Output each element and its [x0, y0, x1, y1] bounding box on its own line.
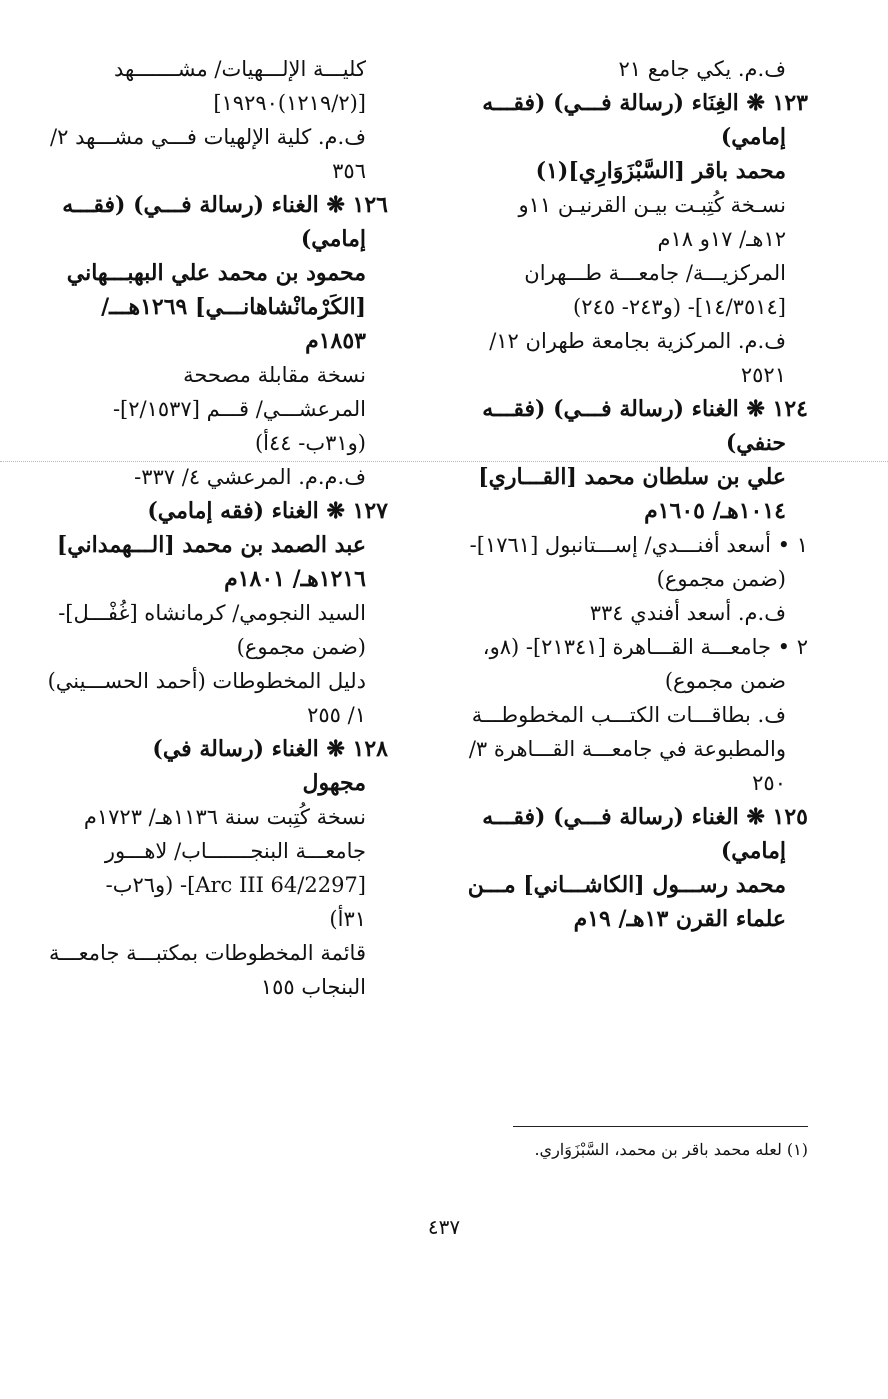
entry-heading-line: علماء القرن ١٣هـ/ ١٩م — [573, 906, 786, 932]
entry-heading-line: محمد باقر [السَّبْزَوَارِي](١) — [535, 158, 786, 184]
entry-text-line: نسخة مقابلة مصححة — [183, 363, 366, 387]
entry-heading-line: ١٢٤ ❋ الغناء (رسالة فـــي) (فقـــه — [482, 396, 808, 422]
entry-heading-line: ١٢٥ ❋ الغناء (رسالة فـــي) (فقـــه — [482, 804, 808, 830]
entry-heading-line: ١٨٥٣م — [305, 328, 366, 354]
entry-text-line: (ضمن مجموع) — [656, 567, 786, 591]
entry-text-line: ١/ ٢٥٥ — [307, 703, 366, 727]
entry-text-line: ف.م. يكي جامع ٢١ — [618, 57, 786, 81]
entry-heading-line: ١٢٦ ❋ الغناء (رسالة فـــي) (فقـــه — [62, 192, 388, 218]
entry-heading-line: ١٢٨ ❋ الغناء (رسالة في) — [152, 736, 388, 762]
entry-heading-line: إمامي) — [300, 226, 366, 252]
entry-text-line: (و٣١ب- ٤٤أ) — [254, 431, 366, 455]
entry-heading-line: علي بن سلطان محمد [القـــاري] — [478, 464, 786, 490]
entry-heading-line: ١٢٣ ❋ الغِنَاء (رسالة فـــي) (فقـــه — [482, 90, 808, 116]
entry-text-line: ف.م.م. المرعشي ٤/ ٣٣٧- — [134, 465, 366, 489]
entry-text-line: ٢٥٢١ — [740, 363, 786, 387]
page-number: ٤٣٧ — [427, 1215, 461, 1239]
entry-text-line: قائمة المخطوطات بمكتبـــة جامعـــة — [48, 941, 366, 965]
entry-heading-line: مجهول — [302, 770, 366, 796]
footnote-divider — [513, 1126, 808, 1127]
left-column — [47, 52, 388, 1004]
entry-text-line: ف.م. أسعد أفندي ٣٣٤ — [589, 601, 786, 625]
entry-text-line: ٢ • جامعـــة القـــاهرة [٢١٣٤١]- (٨و، — [482, 635, 808, 659]
entry-heading-line: إمامي) — [720, 124, 786, 150]
entry-text-line: نسـخة كُتِبـت بيـن القرنيـن ١١و — [518, 193, 786, 217]
entry-heading-line: ١٠١٤هـ/ ١٦٠٥م — [644, 498, 786, 524]
entry-text-line: ٢٥٠ — [752, 771, 786, 795]
entry-text-line: كليـــة الإلـــهيات/ مشـــــــهد — [113, 57, 366, 81]
entry-heading-line: محمود بن محمد علي البهبـــهاني — [66, 260, 366, 286]
entry-heading-line: محمد رســـول [الكاشـــاني] مـــن — [467, 872, 786, 898]
entry-text-line: ٣٥٦ — [332, 159, 366, 183]
entry-heading-line: عبد الصمد بن محمد [الـــهمداني] — [56, 532, 366, 558]
entry-heading-line: إمامي) — [720, 838, 786, 864]
right-column — [467, 52, 808, 936]
entry-text-line: دليل المخطوطات (أحمد الحســـيني) — [47, 669, 366, 693]
entry-text-line: المركزيـــة/ جامعـــة طـــهران — [524, 261, 786, 285]
entry-text-line: [١٤/٣٥١٤]- (و٢٤٣- ٢٤٥) — [573, 295, 786, 319]
entry-text-line: ضمن مجموع) — [664, 669, 786, 693]
entry-text-line: السيد النجومي/ كرمانشاه [غُفْـــل]- — [58, 601, 366, 625]
entry-text-line: ف.م. المركزية بجامعة طهران ١٢/ — [489, 329, 786, 353]
entry-text-line: جامعـــة البنجـــــــاب/ لاهـــور — [104, 839, 366, 863]
entry-heading-line: ١٢٧ ❋ الغناء (فقه إمامي) — [147, 498, 388, 524]
entry-text-line: ف.م. كلية الإلهيات فـــي مشـــهد ٢/ — [50, 125, 366, 149]
entry-text-line: ١٢هـ/ ١٧و ١٨م — [657, 227, 786, 251]
entry-text-line: والمطبوعة في جامعـــة القـــاهرة ٣/ — [468, 737, 786, 761]
entry-text-line: ١ • أسعد أفنـــدي/ إســـتانبول [١٧٦١]- — [469, 533, 808, 557]
entry-text-line: [(١٢١٩/٢)١٩٢٩٠] — [213, 91, 366, 115]
entry-heading-line: ١٢١٦هـ/ ١٨٠١م — [224, 566, 366, 592]
entry-text-line: [Arc III 64/2297]- (و٢٦ب- — [105, 873, 366, 897]
entry-text-line: المرعشـــي/ قـــم [٢/١٥٣٧]- — [112, 397, 366, 421]
entry-text-line: (ضمن مجموع) — [236, 635, 366, 659]
entry-text-line: ٣١أ) — [329, 907, 366, 931]
entry-heading-line: حنفي) — [725, 430, 786, 456]
entry-heading-line: [الكَرْمانْشاهانـــي] ١٢٦٩هـــ/ — [101, 294, 366, 320]
entry-text-line: ف. بطاقـــات الكتـــب المخطوطـــة — [471, 703, 786, 727]
entry-text-line: نسخة كُتِبت سنة ١١٣٦هـ/ ١٧٢٣م — [83, 805, 366, 829]
entry-text-line: البنجاب ١٥٥ — [260, 975, 366, 999]
footnote: (١) لعله محمد باقر بن محمد، السَّبْزَوَاري. — [534, 1140, 808, 1159]
